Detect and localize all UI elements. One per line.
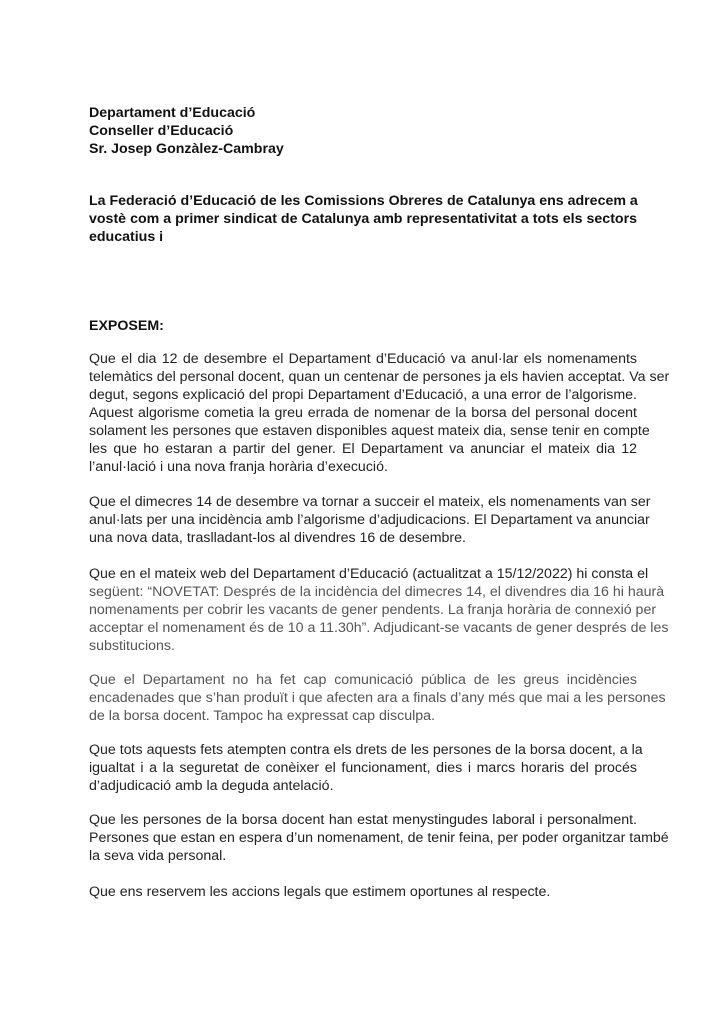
paragraph-line: Que tots aquests fets atempten contra els drets de les persones de la borsa docent, a la	[89, 742, 643, 758]
paragraph-line: anul·lats per una incidència amb l’algorisme d’adjudicacions. El Departament va anunciar	[89, 512, 650, 528]
paragraph-line: una nova data, traslladant-los al divendres 16 de desembre.	[89, 530, 466, 546]
paragraph-line: de la borsa docent. Tampoc ha expressat cap disculpa.	[89, 708, 435, 724]
addressee-line: Departament d’Educació	[89, 105, 256, 121]
addressee-block	[89, 104, 637, 158]
intro-line: educatius i	[89, 229, 164, 245]
addressee-line: Conseller d’Educació	[89, 123, 234, 139]
paragraph-line: l’anul·lació i una nova franja horària d’execució.	[89, 459, 388, 475]
paragraph-line: Que el dia 12 de desembre el Departament d’Educació va anul·lar els nomenaments	[89, 351, 637, 367]
paragraph-line: Que ens reservem les accions legals que estimem oportunes al respecte.	[89, 884, 551, 900]
paragraph-line: Que en el mateix web del Departament d’Educació (actualitzat a 15/12/2022) hi consta el	[89, 566, 649, 582]
paragraph-line: solament les persones que estaven disponibles aquest mateix dia, sense tenir en compte	[89, 423, 650, 439]
body-paragraph	[89, 350, 670, 476]
paragraph-line: Que les persones de la borsa docent han estat menystingudes laboral i personalment.	[89, 812, 637, 828]
paragraph-line: degut, segons explicació del propi Departament d’Educació, a una error de l’algorisme.	[89, 387, 637, 403]
body-paragraph	[89, 811, 669, 865]
intro-line: La Federació d’Educació de les Comissions Obreres de Catalunya ens adrecem a	[89, 193, 638, 209]
paragraph-line: la seva vida personal.	[89, 848, 227, 864]
paragraph-line: substitucions.	[89, 638, 175, 654]
intro-paragraph	[89, 192, 637, 246]
paragraph-line: Que el Departament no ha fet cap comunicació pública de les greus incidències	[89, 672, 637, 688]
body-paragraph	[89, 565, 669, 655]
body-paragraph	[89, 671, 666, 725]
body-paragraph	[89, 741, 643, 795]
body-paragraph	[89, 493, 651, 547]
paragraph-line: les que ho estaran a partir del gener. El Departament va anunciar el mateix dia 12	[89, 441, 637, 457]
section-heading	[89, 317, 637, 335]
paragraph-line: nomenaments per cobrir les vacants de gener pendents. La franja horària de connexió per	[89, 602, 657, 618]
body-paragraph	[89, 883, 637, 901]
paragraph-line: Que el dimecres 14 de desembre va tornar a succeir el mateix, els nomenaments van ser	[89, 494, 651, 510]
addressee-line: Sr. Josep Gonzàlez-Cambray	[89, 141, 284, 157]
paragraph-line: Persones que estan en espera d’un nomenament, de tenir feina, per poder organitzar també	[89, 830, 669, 846]
paragraph-line: d’adjudicació amb la deguda antelació.	[89, 778, 334, 794]
paragraph-line: telemàtics del personal docent, quan un centenar de persones ja els havien acceptat. Va ser	[89, 369, 670, 385]
intro-line: vostè com a primer sindicat de Catalunya amb representativitat a tots els sectors	[89, 211, 637, 227]
paragraph-line: encadenades que s’han produït i que afecten ara a finals d’any més que mai a les persones	[89, 690, 666, 706]
heading-text: EXPOSEM:	[89, 318, 164, 334]
paragraph-line: acceptar el nomenament és de 10 a 11.30h”. Adjudicant-se vacants de gener després de les	[89, 620, 669, 636]
paragraph-line: Aquest algorisme cometia la greu errada de nomenar de la borsa del personal docent	[89, 405, 637, 421]
paragraph-line: següent: “NOVETAT: Després de la incidència del dimecres 14, el divendres dia 16 hi haurà	[89, 584, 665, 600]
paragraph-line: igualtat i a la seguretat de conèixer el funcionament, dies i marcs horaris del procés	[89, 760, 637, 776]
